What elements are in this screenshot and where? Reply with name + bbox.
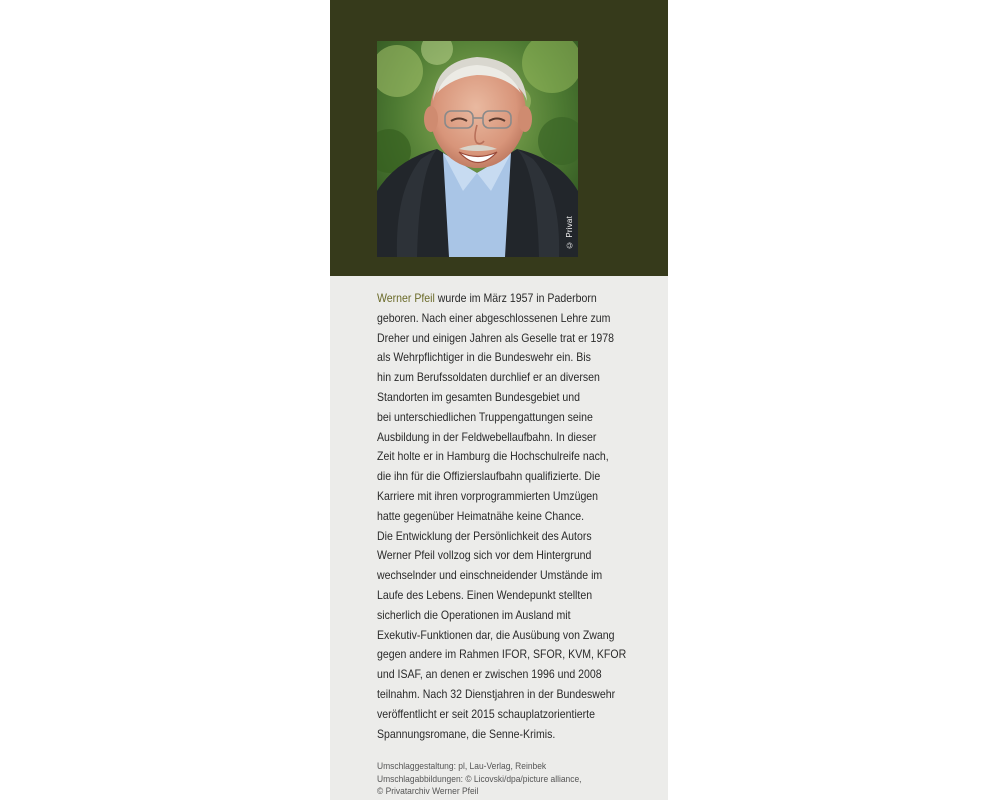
bio-line: als Wehrpflichtiger in die Bundeswehr ein. Bis	[377, 351, 591, 365]
cover-design-credit: Umschlaggestaltung: pl, Lau-Verlag, Reinbek	[377, 761, 547, 771]
bio-first-line-text: wurde im März 1957 in Paderborn	[434, 292, 597, 305]
cover-images-credit: Umschlagabbildungen: © Licovski/dpa/picture alliance,	[377, 773, 582, 784]
bio-line: die ihn für die Offizierslaufbahn qualifizierte. Die	[377, 470, 601, 484]
private-archive-credit: © Privatarchiv Werner Pfeil	[377, 786, 479, 797]
photo-credit: © Privat	[565, 215, 574, 249]
bio-line: hatte gegenüber Heimatnähe keine Chance.	[377, 509, 585, 523]
author-name: Werner Pfeil	[377, 292, 435, 305]
bio-line: Zeit holte er in Hamburg die Hochschulreife nach,	[377, 450, 609, 464]
bio-line: geboren. Nach einer abgeschlossenen Lehre zum	[377, 311, 611, 325]
portrait-illustration	[377, 41, 578, 257]
bio-line: Karriere mit ihren vorprogrammierten Umzügen	[377, 489, 599, 503]
bio-line: Die Entwicklung der Persönlichkeit des Autors	[377, 529, 592, 543]
author-portrait	[377, 41, 578, 257]
bio-line: sicherlich die Operationen im Ausland mit	[377, 608, 571, 622]
bio-line: Standorten im gesamten Bundesgebiet und	[377, 390, 580, 404]
bio-line: Laufe des Lebens. Einen Wendepunkt stellten	[377, 588, 593, 602]
bio-line: bei unterschiedlichen Truppengattungen seine	[377, 410, 593, 424]
flap-header-panel	[330, 0, 668, 276]
bio-line: Werner Pfeil vollzog sich vor dem Hintergrund	[377, 549, 592, 563]
author-biography	[377, 289, 627, 744]
bio-line: und ISAF, an denen er zwischen 1996 und 2008	[377, 668, 602, 682]
bio-line: veröffentlicht er seit 2015 schauplatzorientierte	[377, 707, 595, 721]
bio-line: Dreher und einigen Jahren als Geselle trat er 1978	[377, 331, 614, 345]
bio-line: hin zum Berufssoldaten durchlief er an diversen	[377, 371, 600, 385]
bio-line	[377, 289, 605, 309]
bio-line: wechselnder und einschneidender Umstände im	[377, 569, 603, 583]
cover-credits	[377, 760, 616, 798]
bio-line: teilnahm. Nach 32 Dienstjahren in der Bundeswehr	[377, 687, 616, 701]
bio-line: Ausbildung in der Feldwebellaufbahn. In dieser	[377, 430, 597, 444]
bio-line: Spannungsromane, die Senne-Krimis.	[377, 727, 556, 741]
book-flap	[330, 0, 668, 800]
bio-line: gegen andere im Rahmen IFOR, SFOR, KVM, KFOR	[377, 648, 627, 662]
bio-line: Exekutiv-Funktionen dar, die Ausübung von Zwang	[377, 628, 615, 642]
